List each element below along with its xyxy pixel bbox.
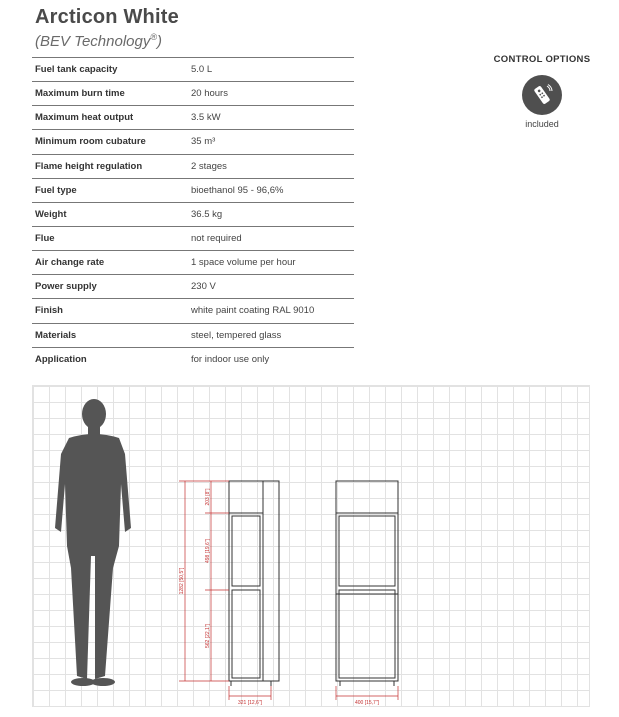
spec-label: Finish [35,305,63,317]
spec-row [32,347,354,371]
spec-value: 2 stages [191,160,227,172]
spec-label: Power supply [35,281,97,293]
spec-value: not required [191,232,242,244]
spec-label: Weight [35,208,67,220]
dim-depth: 321 [12,6"] [237,700,263,706]
registered-mark: ® [150,32,157,42]
dim-bottom-height: 562 [22,1"] [205,623,211,649]
spec-value: 5.0 L [191,64,213,75]
subtitle-text: (BEV Technology [35,33,151,50]
spec-value: steel, tempered glass [191,329,282,341]
product-subtitle [35,32,162,50]
human-silhouette [55,399,131,686]
spec-value: 230 V [191,281,216,293]
control-options-title: CONTROL OPTIONS [493,54,591,65]
spec-row [32,81,354,105]
remote-control-icon [522,75,562,115]
dim-total-height: 1282 [50,5"] [179,567,185,595]
spec-row [32,226,354,250]
spec-label: Maximum heat output [35,112,134,124]
spec-row [32,202,354,226]
spec-row [32,105,354,129]
spec-row [32,154,354,178]
spec-label: Minimum room cubature [35,136,146,148]
spec-label: Fuel tank capacity [35,64,118,75]
spec-label: Flue [35,232,55,244]
spec-value: bioethanol 95 - 96,6% [191,184,284,196]
spec-label: Air change rate [35,257,105,269]
spec-value: 35 m³ [191,136,216,148]
spec-label: Materials [35,329,77,341]
product-title: Arcticon White [35,6,179,28]
control-options [487,54,597,129]
spec-label: Flame height regulation [35,160,143,172]
spec-row [32,298,354,322]
spec-value: 20 hours [191,88,228,100]
spec-value: 1 space volume per hour [191,257,296,269]
spec-row [32,178,354,202]
dim-top-height: 203 [8"] [205,488,211,506]
spec-row [32,323,354,347]
subtitle-close: ) [157,33,162,50]
spec-value: 36.5 kg [191,208,223,220]
spec-row [32,274,354,298]
spec-row [32,129,354,153]
specs-table [32,57,354,371]
technical-drawing [32,385,590,707]
fireplace-side-view [229,481,279,686]
spec-label: Maximum burn time [35,88,125,100]
spec-label: Fuel type [35,184,77,196]
fireplace-front-view [336,481,398,686]
spec-row [32,250,354,274]
dim-mid-height: 498 [19,6"] [205,538,211,564]
dim-width: 400 [15,7"] [354,700,380,706]
spec-value: white paint coating RAL 9010 [191,305,315,317]
spec-value: 3.5 kW [191,112,221,124]
control-included-label: included [525,119,559,129]
spec-label: Application [35,353,87,365]
spec-value: for indoor use only [191,353,270,365]
spec-row [32,57,354,81]
